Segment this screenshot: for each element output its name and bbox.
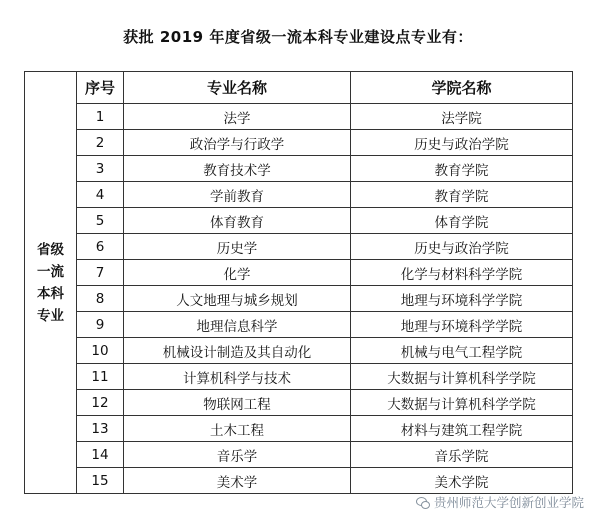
wechat-icon: [416, 496, 430, 508]
row-college-name: 化学与材料科学学院: [351, 260, 573, 286]
row-major-name: 人文地理与城乡规划: [124, 286, 351, 312]
group-label-line: 本科: [37, 285, 64, 302]
row-college-name: 美术学院: [351, 468, 573, 494]
group-label-line: 省级: [37, 241, 64, 258]
table-row: [25, 286, 573, 312]
row-major-name: 教育技术学: [124, 156, 351, 182]
row-index: 13: [77, 416, 124, 442]
row-college-name: 材料与建筑工程学院: [351, 416, 573, 442]
table-row: [25, 234, 573, 260]
row-major-name: 物联网工程: [124, 390, 351, 416]
row-college-name: 历史与政治学院: [351, 130, 573, 156]
row-major-name: 美术学: [124, 468, 351, 494]
row-major-name: 体育教育: [124, 208, 351, 234]
row-college-name: 教育学院: [351, 182, 573, 208]
row-index: 4: [77, 182, 124, 208]
majors-table-body: [25, 72, 573, 494]
page-heading: 获批 2019 年度省级一流本科专业建设点专业有：: [123, 28, 473, 46]
row-major-name: 政治学与行政学: [124, 130, 351, 156]
row-index: 15: [77, 468, 124, 494]
row-college-name: 体育学院: [351, 208, 573, 234]
table-row: [25, 338, 573, 364]
row-major-name: 学前教育: [124, 182, 351, 208]
watermark: [416, 493, 584, 511]
row-college-name: 教育学院: [351, 156, 573, 182]
row-college-name: 地理与环境科学学院: [351, 312, 573, 338]
row-index: 12: [77, 390, 124, 416]
row-index: 5: [77, 208, 124, 234]
row-index: 8: [77, 286, 124, 312]
table-row: [25, 208, 573, 234]
header-major-name: 专业名称: [124, 72, 351, 104]
row-major-name: 计算机科学与技术: [124, 364, 351, 390]
table-row: [25, 364, 573, 390]
row-major-name: 历史学: [124, 234, 351, 260]
header-index: 序号: [77, 72, 124, 104]
table-row: [25, 104, 573, 130]
row-index: 3: [77, 156, 124, 182]
group-label-line: 专业: [37, 307, 64, 324]
table-row: [25, 442, 573, 468]
group-label-cell: [25, 72, 77, 494]
row-major-name: 土木工程: [124, 416, 351, 442]
table-row: [25, 312, 573, 338]
row-major-name: 法学: [124, 104, 351, 130]
row-index: 1: [77, 104, 124, 130]
row-college-name: 历史与政治学院: [351, 234, 573, 260]
table-row: [25, 130, 573, 156]
row-index: 6: [77, 234, 124, 260]
row-major-name: 化学: [124, 260, 351, 286]
row-major-name: 地理信息科学: [124, 312, 351, 338]
row-college-name: 地理与环境科学学院: [351, 286, 573, 312]
row-index: 9: [77, 312, 124, 338]
row-major-name: 音乐学: [124, 442, 351, 468]
row-college-name: 音乐学院: [351, 442, 573, 468]
row-index: 10: [77, 338, 124, 364]
majors-table: [24, 71, 573, 494]
row-index: 14: [77, 442, 124, 468]
row-college-name: 大数据与计算机科学学院: [351, 390, 573, 416]
table-row: [25, 390, 573, 416]
row-college-name: 法学院: [351, 104, 573, 130]
row-index: 2: [77, 130, 124, 156]
table-row: [25, 260, 573, 286]
group-label-line: 一流: [37, 263, 64, 280]
row-college-name: 机械与电气工程学院: [351, 338, 573, 364]
header-college-name: 学院名称: [351, 72, 573, 104]
row-major-name: 机械设计制造及其自动化: [124, 338, 351, 364]
row-index: 7: [77, 260, 124, 286]
table-row: [25, 416, 573, 442]
row-index: 11: [77, 364, 124, 390]
row-college-name: 大数据与计算机科学学院: [351, 364, 573, 390]
table-row: [25, 468, 573, 494]
table-row: [25, 182, 573, 208]
watermark-text: 贵州师范大学创新创业学院: [433, 495, 584, 510]
table-header-row: [25, 72, 573, 104]
table-row: [25, 156, 573, 182]
